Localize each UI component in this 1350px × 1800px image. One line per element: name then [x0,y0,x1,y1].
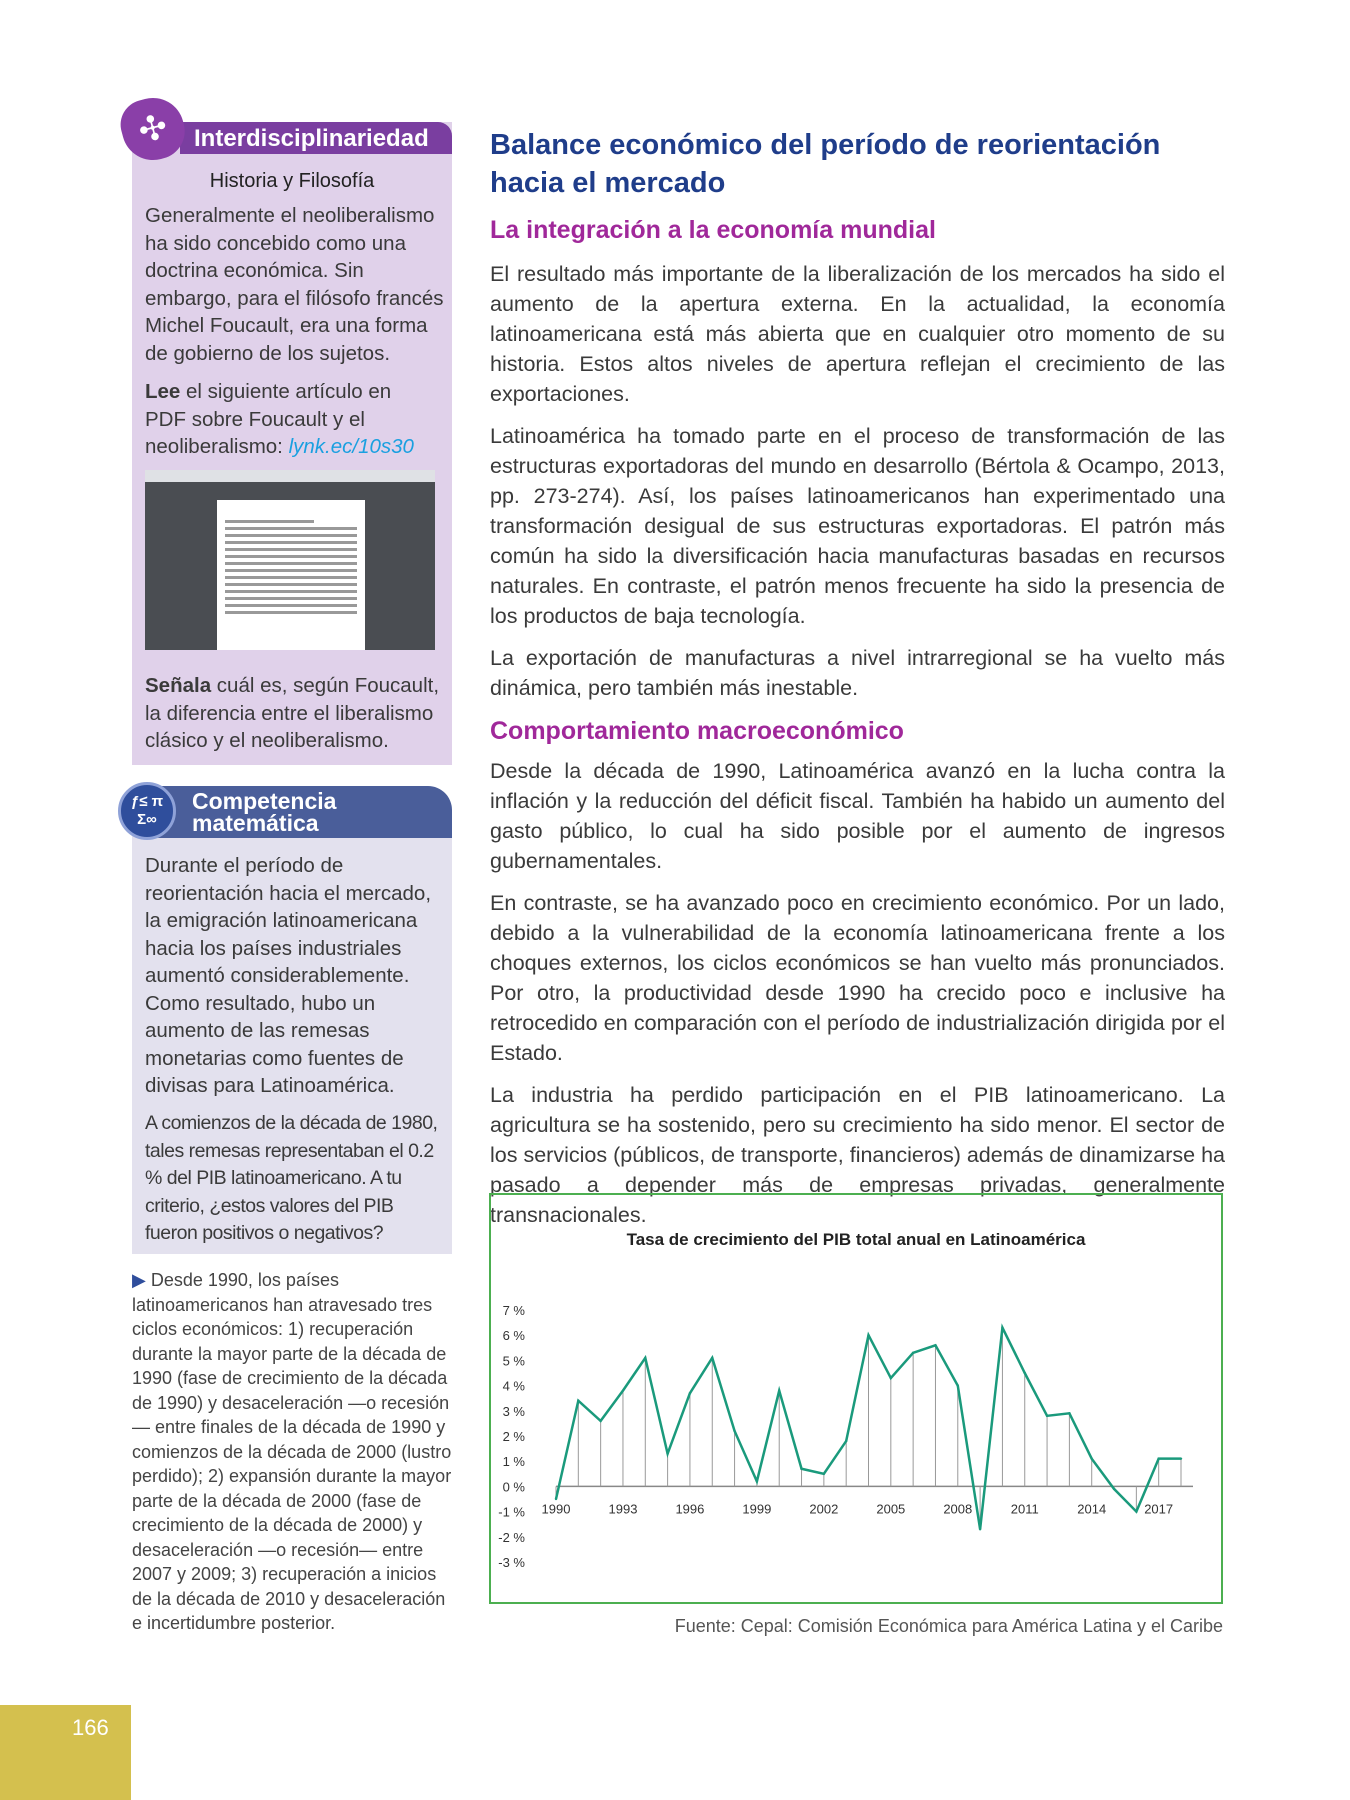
x-tick-label: 2011 [1010,1501,1039,1517]
data-point [1157,1457,1159,1459]
read-bold: Lee [145,380,181,403]
read-text: el siguiente artículo en PDF sobre Foucault y el neoliberalismo: [145,380,392,458]
x-tick-label: 1996 [675,1501,705,1517]
data-point [555,1498,557,1500]
data-point [756,1480,758,1482]
data-point [778,1389,780,1391]
y-tick-label: 3 % [502,1403,525,1419]
data-point [1001,1326,1003,1328]
y-tick-label: -2 % [498,1529,525,1545]
article-link[interactable]: lynk.ec/10s30 [288,435,414,458]
paragraph: Desde la década de 1990, Latinoamérica avanzó en la lucha contra la inflación y la reducción del déficit fiscal. También ha habido un aumento del gasto público, lo cual ha sido posible por el aumento de ingresos gubernamentales. [490,759,1225,873]
y-tick-label: -1 % [498,1504,525,1520]
data-point [1135,1510,1137,1512]
x-tick-label: 1990 [541,1501,571,1517]
pdf-thumbnail[interactable] [145,470,435,650]
y-tick-label: 2 % [502,1429,525,1444]
y-tick-label: -3 % [498,1555,525,1570]
data-point [733,1430,735,1432]
y-tick-label: 7 % [502,1303,525,1318]
y-tick-label: 5 % [502,1353,525,1369]
y-tick-label: 6 % [502,1328,525,1344]
data-point [666,1452,668,1454]
puzzle-icon: ✣ [115,91,191,167]
x-tick-label: 2002 [809,1501,839,1517]
data-point [979,1528,981,1530]
y-tick-label: 1 % [502,1454,525,1470]
gdp-chart [489,1193,1223,1604]
section-heading-2: Comportamiento macroeconómico [490,717,904,745]
x-tick-label: 2017 [1144,1501,1174,1517]
y-tick-label: 4 % [502,1378,525,1394]
data-point [800,1468,802,1470]
data-point [867,1334,869,1336]
data-point [644,1357,646,1359]
paragraph: Latinoamérica ha tomado parte en el proceso de transformación de las estructuras exportadoras del mundo en desarrollo (Bértola & Ocampo, 2013, pp. 273-274). Así, los países latinoamericanos han experimentado una transformación desigual de sus estructuras exportadoras. El patrón más común ha sido la diversificación hacia manufacturas basadas en recursos naturales. En contraste, el patrón menos frecuente ha sido la presencia de los productos de baja tecnología. [490,424,1225,628]
point-instruction [145,672,445,755]
math-symbols-icon: ƒ≤ π Σ∞ [118,782,176,840]
read-instruction [145,378,415,461]
math-paragraph-1: Durante el período de reorientación hacia el mercado, la emigración latinoamericana hacia los países industriales aumentó considerablemente. Como resultado, hubo un aumento de las remesas monetarias como fuentes de divisas para Latinoamérica. [145,854,432,1097]
data-point [689,1392,691,1394]
data-point [1024,1372,1026,1374]
caption-text: Desde 1990, los países latinoamericanos han atravesado tres ciclos económicos: 1) recuperación durante la mayor parte de la década de 1990 (fase de crecimiento de la década de 1990) y desaceleración —o recesión— entre finales de la década de 1990 y comienzos de la década de 2000 (lustro perdido); 2) expansión durante la mayor parte de la década de 2000 (fase de crecimiento de la década de 2000) y desaceleración —o recesión— entre 2007 y 2009; 3) recuperación a inicios de la década de 2010 y desaceleración e incertidumbre posterior. [132,1270,452,1633]
paragraph: El resultado más importante de la liberalización de los mercados ha sido el aumento de la apertura externa. En la actualidad, la economía latinoamericana está más abierta que en cualquier otro momento de su historia. Estos altos niveles de apertura reflejan el crecimiento de las exportaciones. [490,262,1225,406]
data-point [934,1344,936,1346]
main-content [490,126,1225,1230]
page-title: Balance económico del período de reorientación hacia el mercado [490,129,1161,199]
point-bold: Señala [145,674,212,697]
point-text: cuál es, según Foucault, la diferencia entre el liberalismo clásico y el neoliberalismo. [145,674,440,752]
x-tick-label: 1999 [742,1501,772,1517]
page-number: 166 [0,1705,131,1800]
math-paragraph-2: A comienzos de la década de 1980, tales remesas representaban el 0.2 % del PIB latinoamericano. A tu criterio, ¿estos valores del PIB fueron positivos o negativos? [145,1112,438,1244]
data-point [957,1384,959,1386]
interdisciplinary-text: Generalmente el neoliberalismo ha sido concebido como una doctrina económica. Sin embargo, para el filósofo francés Michel Foucault, era una forma de gobierno de los sujetos. [145,204,444,365]
interdisciplinary-header: Interdisciplinariedad [180,122,452,154]
data-point [622,1389,624,1391]
paragraph: En contraste, se ha avanzado poco en crecimiento económico. Por un lado, debido a la vulnerabilidad de la economía latinoamericana frente a los choques externos, los ciclos económicos se han vuelto más pronunciados. Por otro, la productividad desde 1990 ha crecido poco e inclusive ha retrocedido en comparación con el período de industrialización dirigida por el Estado. [490,891,1225,1065]
data-point [1091,1457,1093,1459]
x-tick-label: 2008 [943,1501,973,1517]
data-point [1113,1488,1115,1490]
chart-svg [491,1195,1221,1602]
section-heading-1: La integración a la economía mundial [490,216,936,244]
data-point [711,1357,713,1359]
data-point [912,1352,914,1354]
paragraph: La exportación de manufacturas a nivel intrarregional se ha vuelto más dinámica, pero también más inestable. [490,646,1225,700]
chart-caption [132,1268,452,1636]
data-point [1180,1457,1182,1459]
math-header: Competencia matemática [140,786,452,838]
triangle-bullet-icon: ▶ [132,1270,151,1290]
chart-title: Tasa de crecimiento del PIB total anual en Latinoamérica [626,1230,1086,1249]
data-point [890,1377,892,1379]
data-point [1046,1415,1048,1417]
data-point [823,1473,825,1475]
interdisciplinary-subtitle: Historia y Filosofía [209,170,375,192]
data-point [845,1440,847,1442]
y-tick-label: 0 % [502,1479,525,1495]
x-tick-label: 2014 [1077,1501,1107,1517]
paragraph: La industria ha perdido participación en el PIB latinoamericano. La agricultura se ha sostenido, pero su crecimiento ha sido menor. El sector de los servicios (públicos, de transporte, financieros) además de dinamizarse ha pasado a depender más de empresas privadas, generalmente transnacionales. [490,1083,1225,1227]
x-tick-label: 2005 [876,1501,906,1517]
data-point [1068,1412,1070,1414]
x-tick-label: 1993 [608,1501,638,1517]
data-point [599,1420,601,1422]
source-note: Fuente: Cepal: Comisión Económica para América Latina y el Caribe [674,1616,1223,1636]
data-point [577,1400,579,1402]
